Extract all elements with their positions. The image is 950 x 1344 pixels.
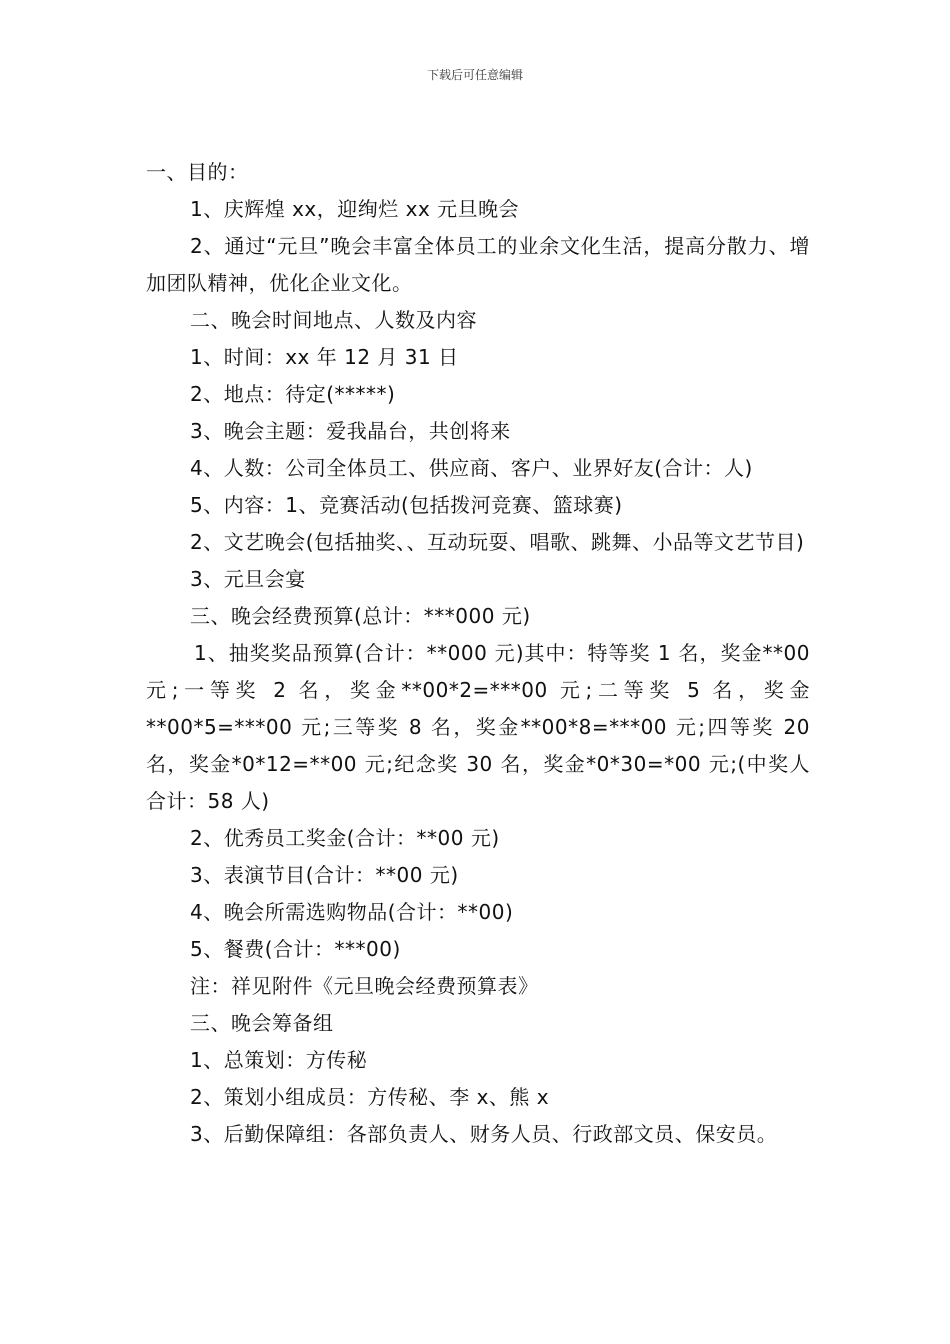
budget-item-purchases: 4、晚会所需选购物品(合计：**00) <box>190 900 514 924</box>
theme-item: 3、晚会主题：爱我晶台，共创将来 <box>190 419 511 443</box>
content-item: 5、内容：1、竞赛活动(包括拨河竞赛、篮球赛) <box>190 493 623 517</box>
committee-item-3: 3、后勤保障组：各部负责人、财务人员、行政部文员、保安员。 <box>190 1122 778 1146</box>
page-header: 下载后可任意编辑 <box>426 68 523 82</box>
content-subitem-3: 3、元旦会宴 <box>190 567 306 591</box>
document-body <box>146 154 810 1153</box>
section-heading-time-place: 二、晚会时间地点、人数及内容 <box>190 308 477 332</box>
budget-note: 注：祥见附件《元旦晚会经费预算表》 <box>190 974 539 998</box>
purpose-item-2: 2、通过“元旦”晚会丰富全体员工的业余文化生活，提高分散力、增加团队精神，优化企业文化。 <box>146 234 810 295</box>
committee-item-2: 2、策划小组成员：方传秘、李 x、熊 x <box>190 1085 550 1109</box>
section-heading-budget: 三、晚会经费预算(总计：***000 元) <box>190 604 531 628</box>
budget-item-bonus: 2、优秀员工奖金(合计：**00 元) <box>190 826 500 850</box>
committee-item-1: 1、总策划：方传秘 <box>190 1048 368 1072</box>
place-item: 2、地点：待定(*****) <box>190 382 396 406</box>
budget-item-performance: 3、表演节目(合计：**00 元) <box>190 863 459 887</box>
attendees-item: 4、人数：公司全体员工、供应商、客户、业界好友(合计：人) <box>190 456 753 480</box>
purpose-item-1: 1、庆辉煌 xx，迎绚烂 xx 元旦晚会 <box>190 197 520 221</box>
budget-item-meals: 5、餐费(合计：***00) <box>190 937 401 961</box>
time-item: 1、时间：xx 年 12 月 31 日 <box>190 345 459 369</box>
section-heading-purpose: 一、目的： <box>146 160 249 184</box>
content-subitem-2: 2、文艺晚会(包括抽奖、、互动玩耍、唱歌、跳舞、小品等文艺节目) <box>190 530 805 554</box>
section-heading-committee: 三、晚会筹备组 <box>190 1011 334 1035</box>
budget-item-prizes: 1、抽奖奖品预算(合计：**000 元)其中：特等奖 1 名，奖金**00 元;一等奖 2 名，奖金**00*2=***00 元;二等奖 5 名，奖金**00*5=***00 元;三等奖 8 名，奖金**00*8=***00 元;四等奖 20 名，奖金*0*12=**00 元;纪念奖 30 名，奖金*0*30=*00 元;(中奖人合计：58 人) <box>146 641 810 813</box>
